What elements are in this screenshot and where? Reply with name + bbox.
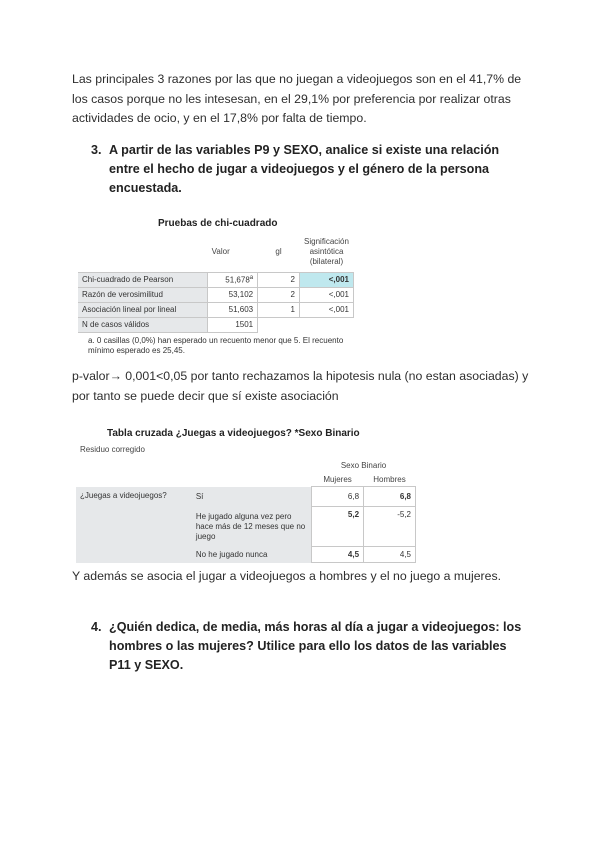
gl-cell: 2 <box>258 287 300 302</box>
group-header: Sexo Binario <box>340 460 387 470</box>
chi-col-gl: gl <box>275 247 282 257</box>
hombres-cell: 6,8 <box>364 487 416 507</box>
mujeres-cell: 4,5 <box>312 547 364 563</box>
table-row <box>76 487 416 507</box>
table-row <box>78 272 354 287</box>
question-3-number: 3. <box>91 143 102 157</box>
crosstab-table <box>76 458 416 563</box>
row-label: Chi-cuadrado de Pearson <box>78 272 208 287</box>
mujeres-cell: 5,2 <box>312 507 364 547</box>
row-label: No he jugado nunca <box>192 547 312 563</box>
cross-table-subtitle: Residuo corregido <box>80 445 145 454</box>
chi-footnote: a. 0 casillas (0,0%) han esperado un recuento menor que 5. El recuento mínimo esperado es 25,45. <box>88 336 344 355</box>
hombres-cell: -5,2 <box>364 507 416 547</box>
hombres-cell: 4,5 <box>364 547 416 563</box>
intro-paragraph: Las principales 3 razones por las que no juegan a videojuegos son en el 41,7% de los casos porque no les intesesan, en el 29,1% por preferencia por realizar otras actividades de ocio, y en el 17,8% por falta de tiempo. <box>72 72 522 125</box>
row-label: Asociación lineal por lineal <box>78 302 208 317</box>
question-4-number: 4. <box>91 620 102 634</box>
sig-cell <box>299 317 353 332</box>
table-row <box>78 317 354 332</box>
gl-cell <box>258 317 300 332</box>
row-label: Sí <box>192 487 312 507</box>
chi-col-sig: Significación asintótica (bilateral) <box>304 236 349 266</box>
table-row <box>78 287 354 302</box>
chi-col-valor: Valor <box>211 247 230 257</box>
table-row <box>78 302 354 317</box>
row-label: N de casos válidos <box>78 317 208 332</box>
col-mujeres: Mujeres <box>323 474 352 484</box>
sig-cell: <,001 <box>299 272 353 287</box>
valor-cell: 51,678$^a$ <box>208 272 258 287</box>
association-paragraph: Y además se asocia el jugar a videojuegos a hombres y el no juego a mujeres. <box>72 569 502 583</box>
question-3-text: A partir de las variables P9 y SEXO, analice si existe una relación entre el hecho de jugar a videojuegos y el género de la persona encuestada. <box>109 143 500 195</box>
row-label: Razón de verosimilitud <box>78 287 208 302</box>
sig-cell: <,001 <box>299 287 353 302</box>
question-3 <box>91 141 531 198</box>
chi-square-table <box>78 232 354 333</box>
chi-table-title: Pruebas de chi-cuadrado <box>158 218 278 229</box>
cross-table-title: Tabla cruzada ¿Juegas a videojuegos? *Sexo Binario <box>107 428 360 439</box>
gl-cell: 1 <box>258 302 300 317</box>
mujeres-cell: 6,8 <box>312 487 364 507</box>
pvalue-paragraph: p-valor→ 0,001<0,05 por tanto rechazamos la hipotesis nula (no estan asociadas) y por tanto se puede decir que sí existe asociación <box>72 369 529 403</box>
valor-cell: 53,102 <box>208 287 258 302</box>
var-label: ¿Juegas a videojuegos? <box>76 487 192 563</box>
valor-cell: 51,603 <box>208 302 258 317</box>
sig-cell: <,001 <box>299 302 353 317</box>
valor-cell: 1501 <box>208 317 258 332</box>
question-4-text: ¿Quién dedica, de media, más horas al día a jugar a videojuegos: los hombres o las mujeres? Utilice para ello los datos de las variables P11 y SEXO. <box>109 620 522 672</box>
gl-cell: 2 <box>258 272 300 287</box>
question-4 <box>91 618 531 675</box>
col-hombres: Hombres <box>373 474 406 484</box>
row-label: He jugado alguna vez pero hace más de 12 meses que no juego <box>192 507 312 547</box>
